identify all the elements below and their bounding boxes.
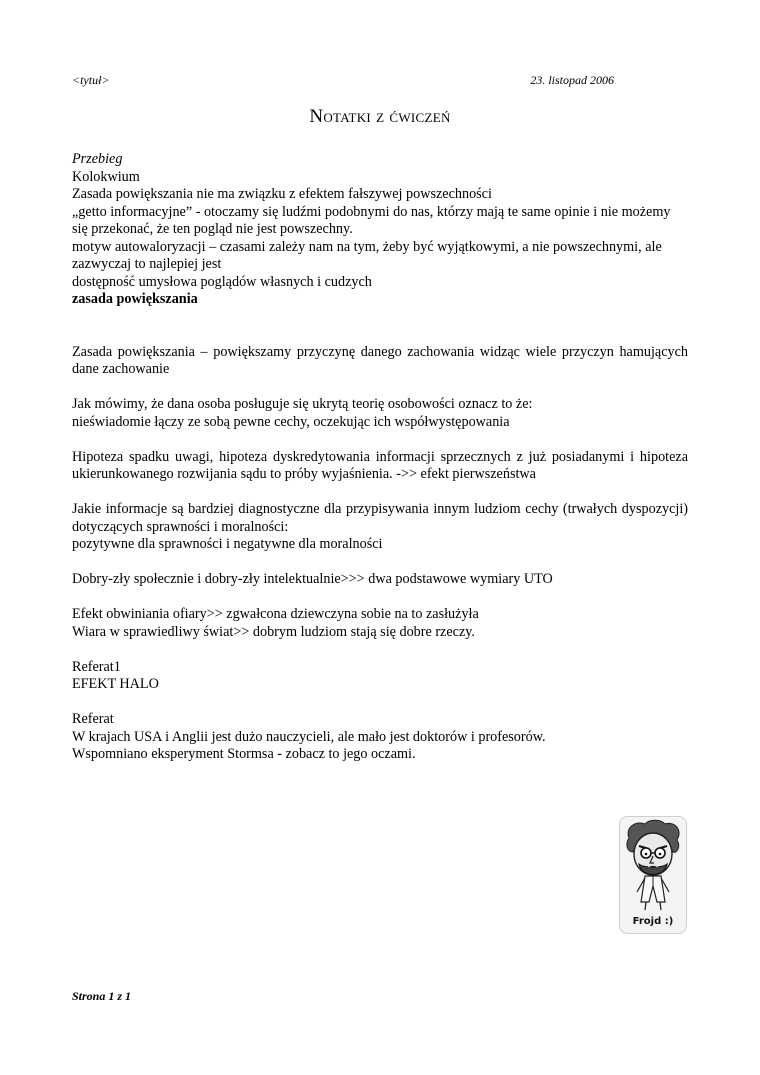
body-line: Zasada powiększania nie ma związku z efektem fałszywej powszechności xyxy=(72,186,492,202)
paragraph-zasada: Zasada powiększania – powiększamy przyczynę danego zachowania widząc wiele przyczyn hamujących dane zachowanie xyxy=(72,343,688,377)
section-label: Przebieg xyxy=(72,151,123,167)
page-title: Notatki z ćwiczeń xyxy=(309,106,451,127)
paragraph-line: EFEKT HALO xyxy=(72,676,159,692)
paragraph-dobry: Dobry-zły społecznie i dobry-zły intelektualnie>>> dwa podstawowe wymiary UTO xyxy=(72,571,553,587)
bold-heading: zasada powiększania xyxy=(72,291,198,307)
paragraph-jakie: Jakie informacje są bardziej diagnostyczne dla przypisywania innym ludziom cechy (trwałych dyspozycji) dotyczących sprawności i moralności: xyxy=(72,501,688,535)
paragraph-line: pozytywne dla sprawności i negatywne dla moralności xyxy=(72,536,383,552)
paragraph-line: Wspomniano eksperyment Stormsa - zobacz to jego oczami. xyxy=(72,746,416,762)
body-line: motyw autowaloryzacji – czasami zależy nam na tym, żeby być wyjątkowymi, a nie powszechnymi, ale zazwyczaj to najlepiej jest xyxy=(72,238,662,272)
paragraph-line: Referat1 xyxy=(72,658,121,675)
freud-caricature-image xyxy=(619,816,687,934)
body-line: dostępność umysłowa poglądów własnych i cudzych xyxy=(72,273,372,290)
caricature-signature: Frojd :) xyxy=(632,916,674,927)
paragraph-line: W krajach USA i Anglii jest dużo nauczycieli, ale mało jest doktorów i profesorów. xyxy=(72,728,546,745)
body-line: „getto informacyjne” - otoczamy się ludźmi podobnymi do nas, którzy mają te same opinie i nie możemy się przekonać, że ten pogląd nie jest powszechny. xyxy=(72,203,671,237)
paragraph-line: Jak mówimy, że dana osoba posługuje się ukrytą teorię osobowości oznacz to że: xyxy=(72,396,533,412)
document-body xyxy=(72,151,688,764)
paragraph-line: Referat xyxy=(72,711,114,727)
paragraph-hipoteza: Hipoteza spadku uwagi, hipoteza dyskredytowania informacji sprzecznych z już posiadanymi i hipoteza ukierunkowanego rozwijania sądu to próby wyjaśnienia. ->> efekt pierwszeństwa xyxy=(72,448,688,482)
paragraph-line: nieświadomie łączy ze sobą pewne cechy, oczekując ich współwystępowania xyxy=(72,413,510,430)
page-number: Strona 1 z 1 xyxy=(72,989,132,1003)
document-title-placeholder: <tytuł> xyxy=(72,73,110,87)
paragraph-line: Efekt obwiniania ofiary>> zgwałcona dziewczyna sobie na to zasłużyła xyxy=(72,606,479,622)
body-line: Kolokwium xyxy=(72,168,140,185)
paragraph-line: Wiara w sprawiedliwy świat>> dobrym ludziom stają się dobre rzeczy. xyxy=(72,623,475,640)
document-date: 23. listopad 2006 xyxy=(530,73,614,87)
